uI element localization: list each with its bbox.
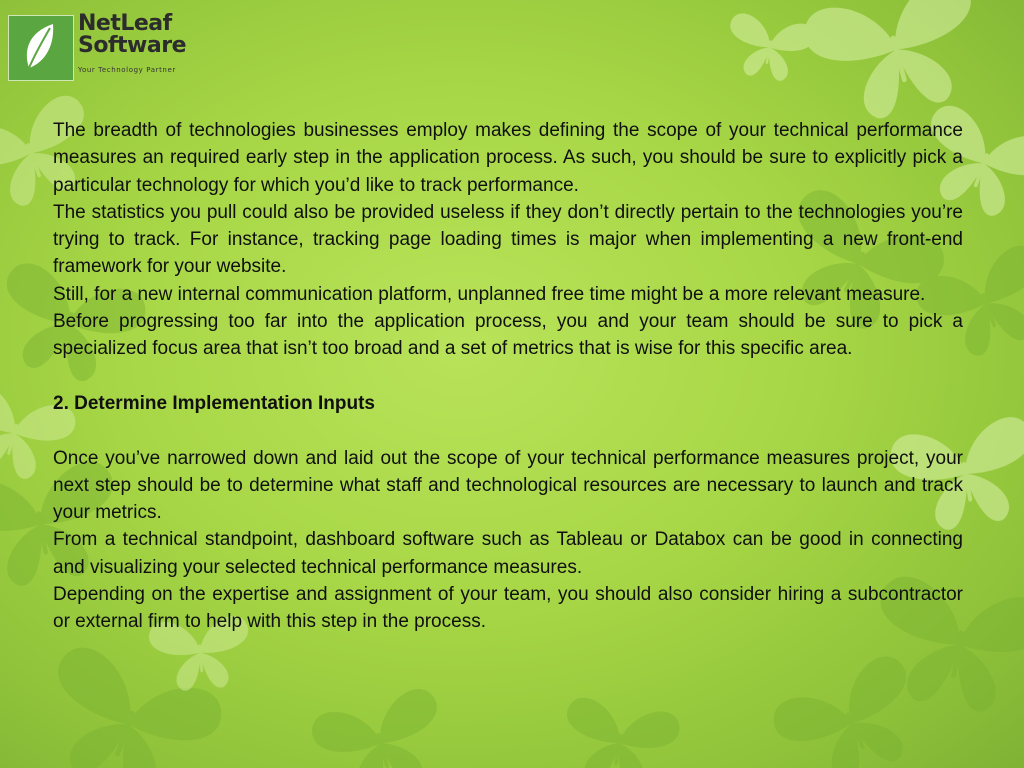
spacer (53, 417, 963, 444)
logo-mark (8, 15, 74, 81)
logo-name-line2: Software (78, 33, 186, 58)
netleaf-logo (8, 13, 200, 81)
paragraph: Once you’ve narrowed down and laid out the scope of your technical performance measures project, your next step should be to determine what staff and technological resources are necessary to launch and track your metrics. (53, 447, 963, 524)
paragraph: Still, for a new internal communication platform, unplanned free time might be a more relevant measure. (53, 283, 926, 305)
paragraph: The breadth of technologies businesses employ makes defining the scope of your technical performance measures an required early step in the application process. As such, you should be sure to explicitly pick a particular technology for which you’d like to track performance. (53, 120, 963, 196)
paragraph: From a technical standpoint, dashboard software such as Tableau or Databox can be good in connecting and visualizing your selected technical performance measures. (53, 529, 963, 578)
spacer (53, 363, 963, 390)
paragraph: Depending on the expertise and assignment of your team, you should also consider hiring a subcontractor or external firm to help with this step in the process. (53, 584, 963, 633)
logo-name-line1: NetLeaf (78, 11, 172, 36)
paragraph: Before progressing too far into the application process, you and your team should be sure to pick a specialized focus area that isn’t too broad and a set of metrics that is wise for this specific area. (53, 311, 963, 360)
section-heading: 2. Determine Implementation Inputs (53, 392, 375, 414)
logo-wordmark (78, 13, 202, 57)
leaf-icon (9, 16, 73, 80)
article-body (53, 117, 963, 636)
paragraph: The statistics you pull could also be provided useless if they don’t directly pertain to the technologies you’re trying to track. For instance, tracking page loading times is major when implementing a new front-end framework for your website. (53, 201, 963, 278)
logo-tagline: Your Technology Partner (78, 66, 176, 74)
